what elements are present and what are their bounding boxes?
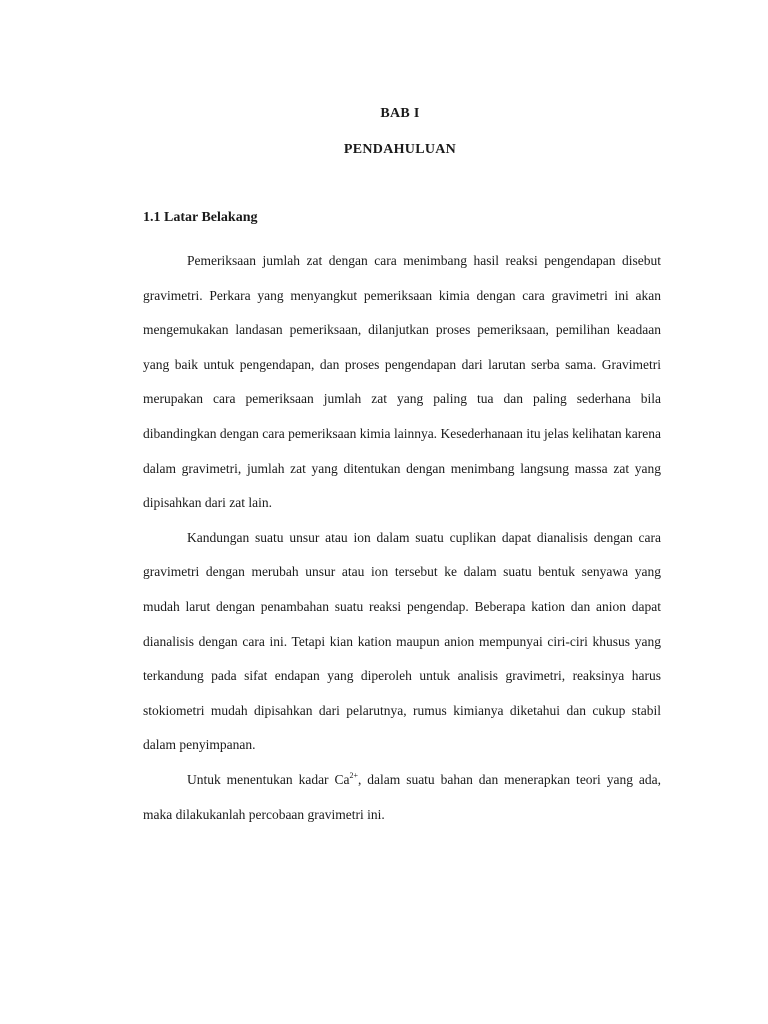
paragraph-3 — [143, 763, 661, 832]
calcium-ion-charge: 2+ — [349, 770, 358, 780]
section-heading: 1.1 Latar Belakang — [143, 210, 258, 225]
paragraph-2: Kandungan suatu unsur atau ion dalam suatu cuplikan dapat dianalisis dengan cara gravimetri dengan merubah unsur atau ion tersebut ke dalam suatu bentuk senyawa yang mudah larut dengan penambahan suatu reaksi pengendap. Beberapa kation dan anion dapat dianalisis dengan cara ini. Tetapi kian kation maupun anion mempunyai ciri-ciri khusus yang terkandung pada sifat endapan yang diperoleh untuk analisis gravimetri, reaksinya harus stokiometri mudah dipisahkan dari pelarutnya, rumus kimianya diketahui dan cukup stabil dalam penyimpanan. — [143, 529, 661, 753]
chapter-title: PENDAHULUAN — [343, 142, 457, 157]
paragraph-3-before: Untuk menentukan kadar Ca — [187, 771, 350, 787]
paragraph-3-after: , dalam suatu bahan dan menerapkan teori yang ada, maka dilakukanlah percobaan gravimetri ini. — [143, 771, 661, 822]
body-text — [143, 244, 661, 832]
chapter-number: BAB I — [380, 106, 420, 121]
paragraph-1: Pemeriksaan jumlah zat dengan cara menimbang hasil reaksi pengendapan disebut gravimetri. Perkara yang menyangkut pemeriksaan kimia dengan cara gravimetri ini akan mengemukakan landasan pemeriksaan, dilanjutkan proses pemeriksaan, pemilihan keadaan yang baik untuk pengendapan, dan proses pengendapan dari larutan serba sama. Gravimetri merupakan cara pemeriksaan jumlah zat yang paling tua dan paling sederhana bila dibandingkan dengan cara pemeriksaan kimia lainnya. Kesederhanaan itu jelas kelihatan karena dalam gravimetri, jumlah zat yang ditentukan dengan menimbang langsung massa zat yang dipisahkan dari zat lain. — [143, 253, 661, 511]
